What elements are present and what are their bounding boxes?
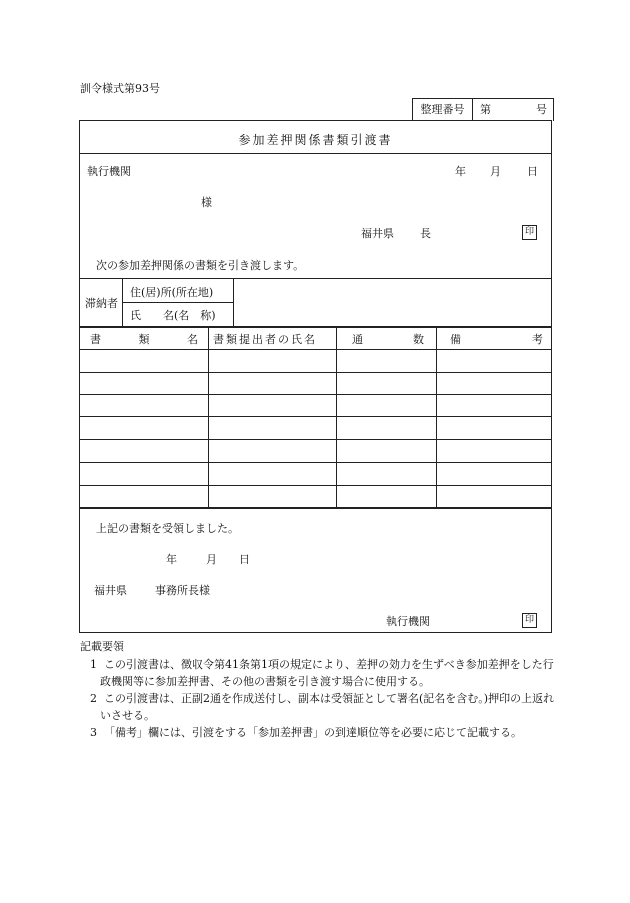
table-row-line-1 xyxy=(80,349,551,350)
taxpayer-address-label: 住(居)所(所在地) xyxy=(130,286,214,299)
sender-message: 次の参加差押関係の書類を引き渡します。 xyxy=(96,259,305,272)
sender-month: 月 xyxy=(490,165,501,178)
note-text-2: この引渡書は、正副2通を作成送付し、副本は受領証として署名(記名を含む。)押印の上返れいさせる。 xyxy=(100,692,555,722)
receipt-day: 日 xyxy=(239,553,250,566)
receipt-message: 上記の書類を受領しました。 xyxy=(96,522,239,535)
col-shorui-char-2: 類 xyxy=(138,333,150,346)
col-header-biko xyxy=(450,331,543,347)
sender-year: 年 xyxy=(455,165,466,178)
col-shorui-char-1: 書 xyxy=(90,333,101,346)
form-frame xyxy=(79,120,552,633)
note-item-3 xyxy=(80,724,560,741)
receipt-pref: 福井県 xyxy=(94,584,127,597)
sender-chou: 長 xyxy=(420,227,431,240)
table-row-line-2 xyxy=(80,372,551,373)
col-header-shorui xyxy=(90,331,198,347)
col-biko-char-2: 考 xyxy=(532,333,543,346)
divider-taxpayer xyxy=(80,326,551,328)
table-row-line-6 xyxy=(80,462,551,463)
divider-title xyxy=(80,153,551,154)
table-row-line-4 xyxy=(80,416,551,417)
taxpayer-inner-hline xyxy=(122,302,233,303)
sender-label: 執行機関 xyxy=(87,165,131,178)
note-item-2 xyxy=(80,690,560,724)
note-num-2: 2 xyxy=(90,692,97,705)
table-row-line-7 xyxy=(80,485,551,486)
note-item-1 xyxy=(80,656,560,690)
note-num-3: 3 xyxy=(90,726,97,739)
seiri-bango-label: 整理番号 xyxy=(413,99,473,121)
notes-heading: 記載要領 xyxy=(80,640,124,653)
note-text-3: 「備考」欄には、引渡をする「参加差押書」の到達順位等を必要に応じて記載する。 xyxy=(104,726,522,739)
taxpayer-vline-2 xyxy=(233,278,234,326)
form-title: 参加差押関係書類引渡書 xyxy=(238,133,393,147)
table-row-line-5 xyxy=(80,439,551,440)
seiri-go: 号 xyxy=(536,103,547,116)
note-text-1: この引渡書は、徴収令第41条第1項の規定により、差押の効力を生ずべき参加差押をした行政機関等に参加差押書、その他の書類を引き渡す場合に使用する。 xyxy=(100,658,554,688)
receipt-month: 月 xyxy=(206,553,217,566)
seiri-bango-box xyxy=(412,98,554,121)
col-tsusu-char-2: 数 xyxy=(413,333,424,346)
col-header-tsusu xyxy=(352,331,424,347)
receipt-year: 年 xyxy=(166,553,177,566)
sender-pref: 福井県 xyxy=(361,227,394,240)
col-biko-char-1: 備 xyxy=(450,333,461,346)
note-num-1: 1 xyxy=(90,658,97,671)
sender-day: 日 xyxy=(527,165,538,178)
receipt-office: 事務所長様 xyxy=(155,584,210,597)
form-code: 訓令様式第93号 xyxy=(80,82,160,95)
seiri-dai: 第 xyxy=(480,103,491,116)
notes-section xyxy=(80,638,560,741)
divider-table xyxy=(80,507,551,509)
receipt-agency: 執行機関 xyxy=(386,615,430,628)
col-header-teishutsusha: 書類提出者の氏名 xyxy=(213,333,317,346)
col-shorui-char-3: 名 xyxy=(187,333,198,346)
taxpayer-name-label: 氏 名(名 称) xyxy=(130,309,216,322)
col-tsusu-char-1: 通 xyxy=(352,333,363,346)
divider-sender xyxy=(80,278,551,279)
sender-sama: 様 xyxy=(201,196,212,209)
table-row-line-3 xyxy=(80,394,551,395)
sender-seal-icon: 印 xyxy=(522,225,537,240)
receipt-seal-icon: 印 xyxy=(522,613,537,628)
taxpayer-label: 滞納者 xyxy=(85,297,118,310)
